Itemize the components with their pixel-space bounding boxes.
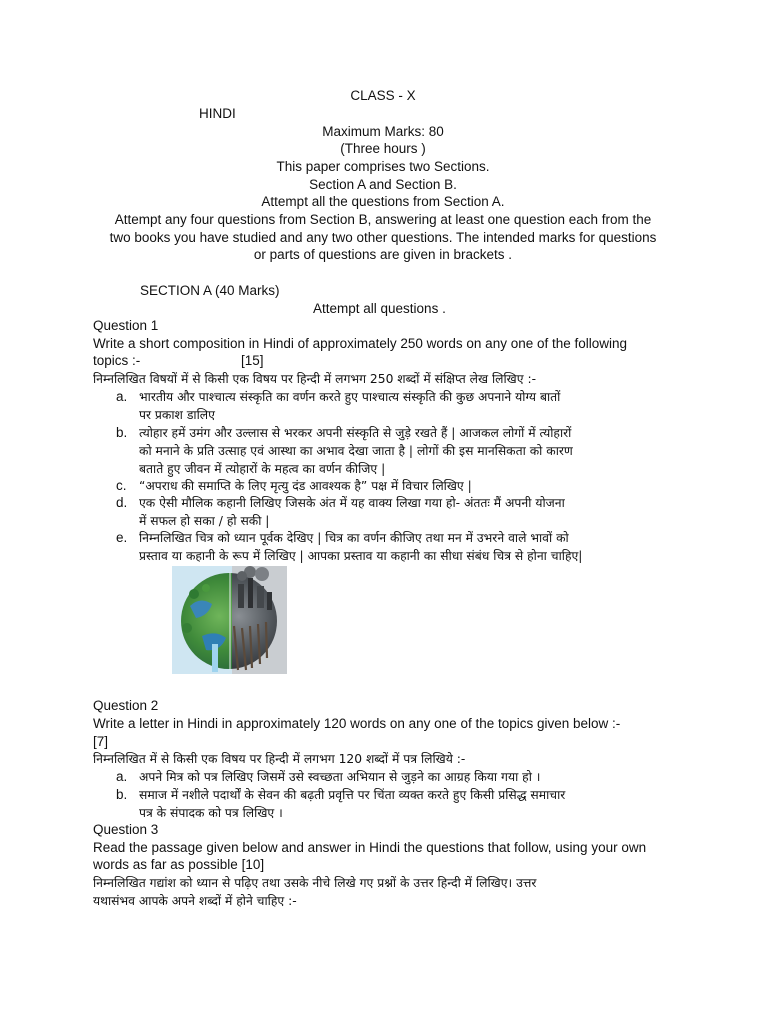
question-2-label: Question 2 (93, 698, 159, 713)
max-marks: Maximum Marks: 80 (322, 124, 444, 139)
section-a-instruction: Attempt all questions . (313, 301, 446, 316)
list-item-a (139, 768, 679, 786)
instruction-line: or parts of questions are given in brackets . (253, 247, 513, 262)
list-item-line: प्रस्ताव या कहानी के रूप में लिखिए | आपका प्रस्ताव या कहानी का सीधा संबंध चित्र से होना चाहिए| (139, 549, 583, 563)
earth-split-illustration-icon (172, 566, 287, 674)
instruction-line: Section A and Section B. (309, 177, 457, 192)
list-marker: e. (116, 530, 128, 545)
question-1-text: Write a short composition in Hindi of approximately 250 words on any one of the following (93, 336, 628, 351)
question-3-text: words as far as possible [10] (93, 857, 265, 872)
list-item-line: समाज में नशीले पदार्थों के सेवन की बढ़ती प्रवृत्ति पर चिंता व्यक्त करते हुए किसी प्रसिद्ध समाचार (139, 788, 566, 802)
question-3-hindi: यथासंभव आपके अपने शब्दों में होने चाहिए :- (93, 894, 297, 908)
list-marker: b. (116, 787, 128, 802)
list-marker: c. (116, 478, 127, 493)
list-item-d (139, 494, 679, 530)
list-item-line: अपने मित्र को पत्र लिखिए जिसमें उसे स्वच्छता अभियान से जुड़ने का आग्रह किया गया हो । (139, 770, 541, 784)
question-3-hindi: निम्नलिखित गद्यांश को ध्यान से पढ़िए तथा उसके नीचे लिखे गए प्रश्नों के उत्तर हिन्दी में लिखिए। उत्तर (93, 876, 537, 890)
list-item-line: भारतीय और पाश्चात्य संस्कृति का वर्णन करते हुए पाश्चात्य संस्कृति की कुछ अपनाने योग्य बातों (139, 390, 561, 404)
question-1-label: Question 1 (93, 318, 159, 333)
list-item-e (139, 529, 679, 565)
list-item-line: पत्र के संपादक को पत्र लिखिए । (139, 806, 283, 820)
instruction-line: two books you have studied and any two other questions. The intended marks for questions (109, 230, 657, 245)
list-item-a (139, 388, 679, 424)
list-item-line: बताते हुए जीवन में त्योहारों के महत्व का वर्णन कीजिए | (139, 462, 386, 476)
instruction-line: Attempt any four questions from Section B, answering at least one question each from the (114, 212, 652, 227)
question-2-marks: [7] (93, 734, 109, 749)
list-marker: b. (116, 425, 128, 440)
list-item-line: “अपराध की समाप्ति के लिए मृत्यु दंड आवश्यक है” पक्ष में विचार लिखिए | (139, 479, 472, 493)
list-marker: a. (116, 769, 128, 784)
question-1-text: topics :- (93, 353, 141, 368)
list-item-line: निम्नलिखित चित्र को ध्यान पूर्वक देखिए | चित्र का वर्णन कीजिए तथा मन में उभरने वाले भावों को (139, 531, 569, 545)
list-item-b (139, 786, 679, 822)
instruction-line: This paper comprises two Sections. (276, 159, 490, 174)
list-item-line: एक ऐसी मौलिक कहानी लिखिए जिसके अंत में यह वाक्य लिखा गया हो- अंततः मैं अपनी योजना (139, 496, 565, 510)
question-1-hindi: निम्नलिखित विषयों में से किसी एक विषय पर हिन्दी में लगभग 250 शब्दों में संक्षिप्त लेख लिखिए :- (93, 372, 537, 386)
section-a-title: SECTION A (40 Marks) (140, 283, 280, 298)
list-item-line: में सफल हो सका / हो सकी | (139, 514, 270, 528)
list-item-b (139, 424, 679, 478)
question-1-marks: [15] (241, 353, 264, 368)
question-3-label: Question 3 (93, 822, 159, 837)
list-item-line: को मनाने के प्रति उत्साह एवं आस्था का अभाव देखा जाता है | लोगों की इस मानसिकता को कारण (139, 444, 573, 458)
list-item-line: पर प्रकाश डालिए (139, 408, 215, 422)
duration: (Three hours ) (340, 141, 426, 156)
list-item-line: त्योहार हमें उमंग और उल्लास से भरकर अपनी संस्कृति से जुड़े रखते हैं | आजकल लोगों में त्योहारों (139, 426, 572, 440)
list-marker: a. (116, 389, 128, 404)
list-marker: d. (116, 495, 128, 510)
class-heading: CLASS - X (350, 88, 416, 103)
question-2-hindi: निम्नलिखित में से किसी एक विषय पर हिन्दी में लगभग 120 शब्दों में पत्र लिखिये :- (93, 752, 466, 766)
list-item-c (139, 477, 679, 495)
subject-heading: HINDI (199, 106, 236, 121)
question-3-text: Read the passage given below and answer in Hindi the questions that follow, using your own (93, 840, 647, 855)
question-2-text: Write a letter in Hindi in approximately 120 words on any one of the topics given below :- (93, 716, 621, 731)
instruction-line: Attempt all the questions from Section A. (261, 194, 505, 209)
